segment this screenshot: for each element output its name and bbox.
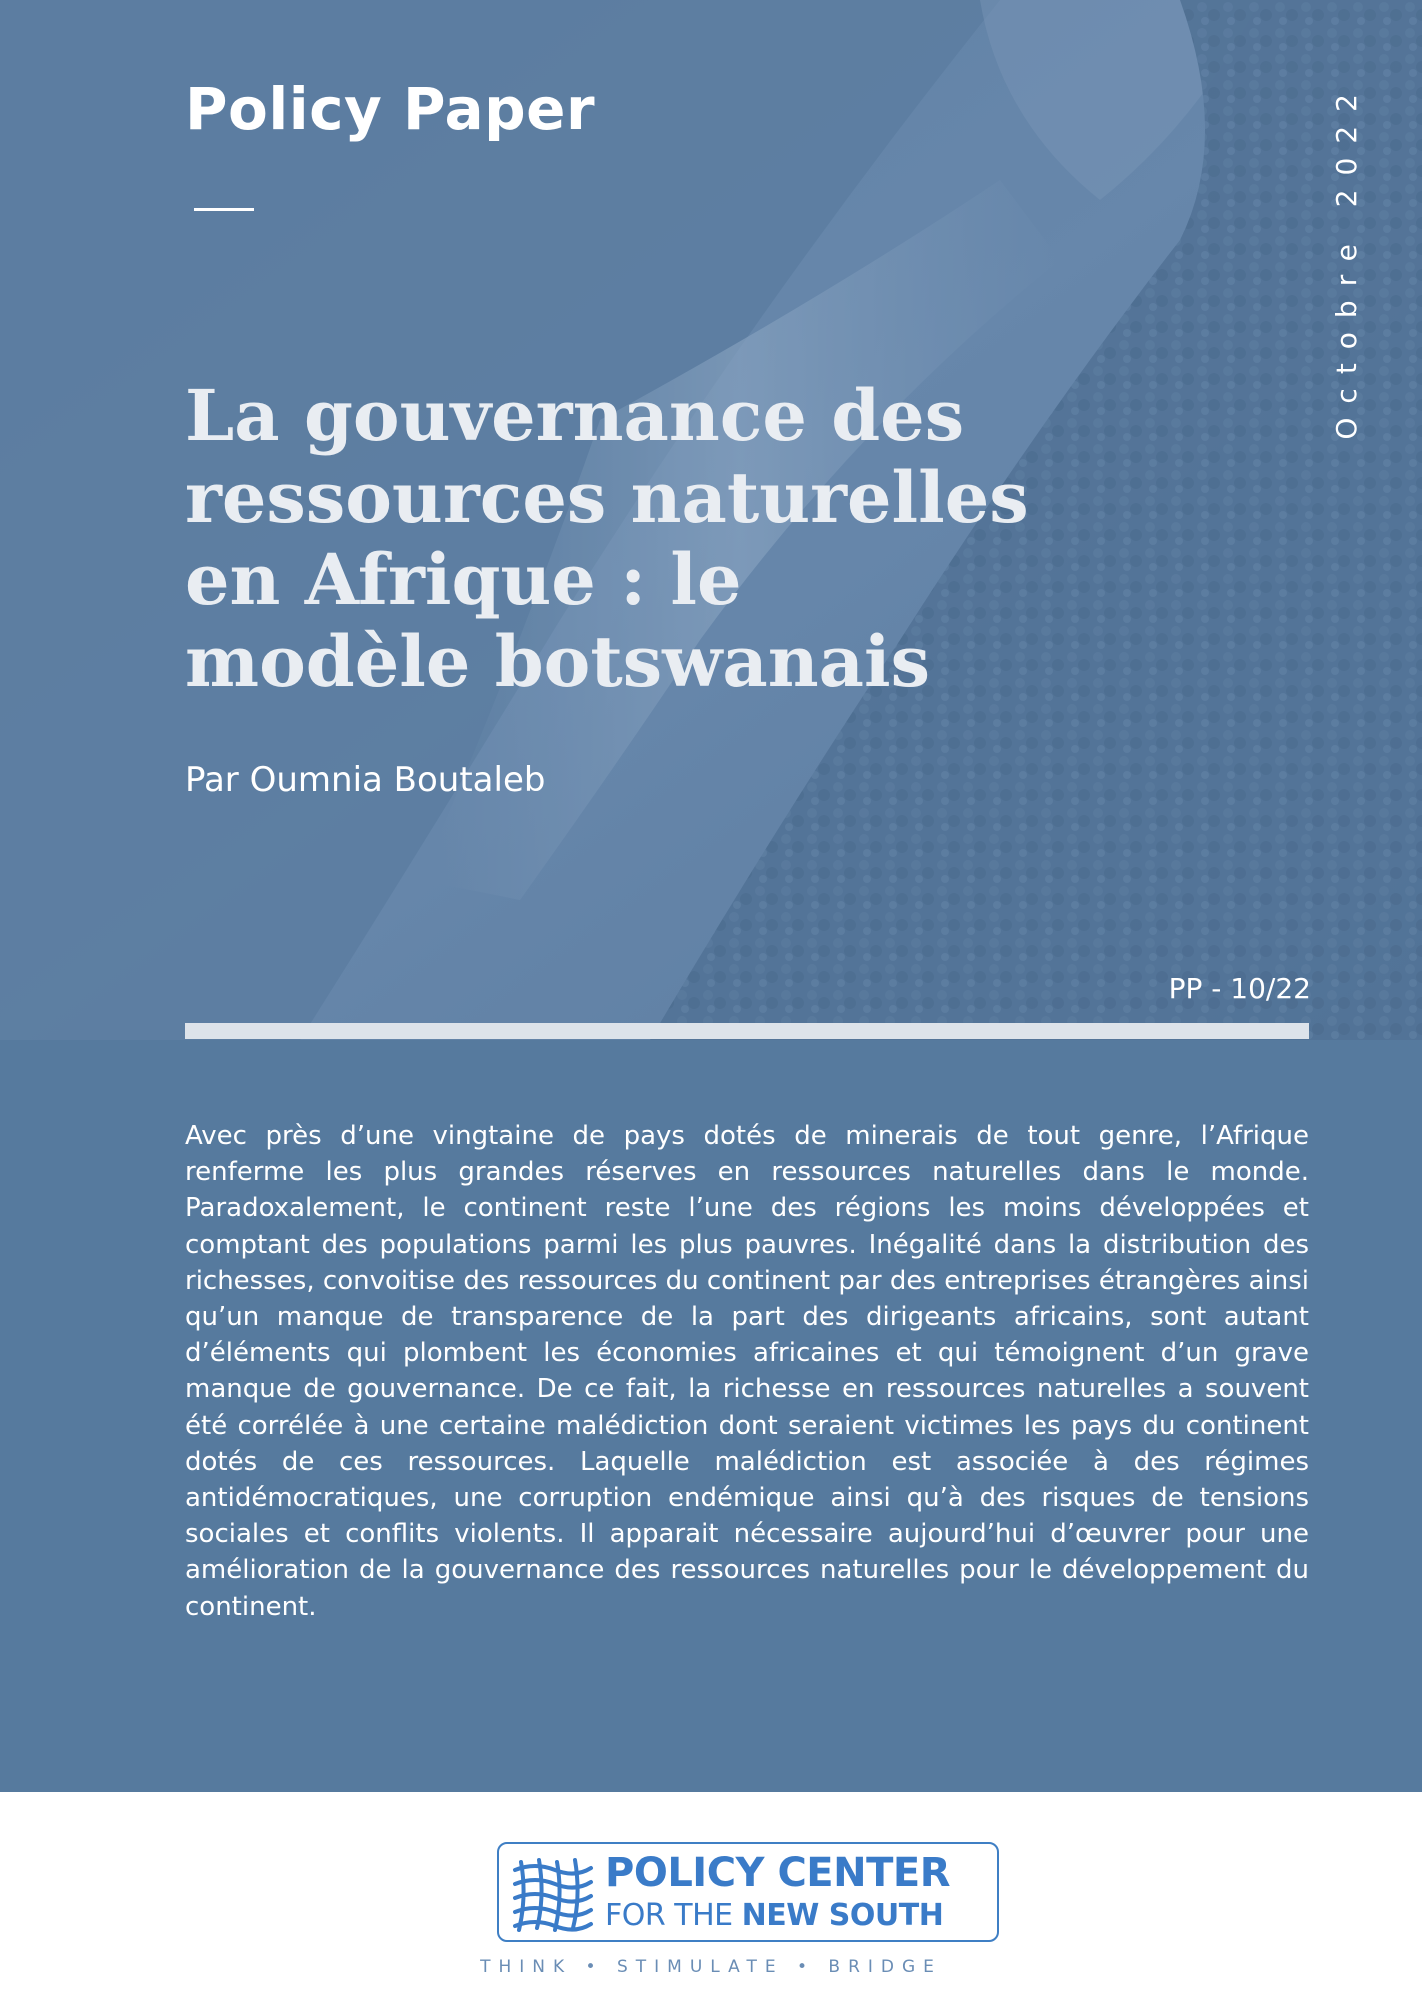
publication-date: Octobre 2022 — [1330, 80, 1363, 440]
logo-tagline: THINK • STIMULATE • BRIDGE — [480, 1957, 942, 1977]
document-type-label: Policy Paper — [185, 75, 596, 143]
section-divider — [185, 1023, 1309, 1039]
grid-wave-icon — [511, 1856, 595, 1932]
paper-reference-code: PP - 10/22 — [1168, 972, 1311, 1005]
logo-wordmark-line2 — [605, 1898, 943, 1933]
logo-line2-bold: NEW SOUTH — [741, 1898, 944, 1933]
title-divider — [194, 208, 254, 211]
abstract-panel — [0, 1040, 1422, 1792]
logo-line2-prefix: FOR THE — [605, 1898, 742, 1933]
footer — [0, 1792, 1422, 2014]
document-title: La gouvernance des ressources naturelles en Afrique : le modèle botswanais — [185, 374, 1029, 703]
policy-center-logo — [497, 1842, 999, 1942]
abstract-text: Avec près d’une vingtaine de pays dotés de minerais de tout genre, l’Afrique renferme les plus grandes réserves en ressources naturelles dans le monde. Paradoxalement, le continent reste l’une des régions les moins développées et comptant des populations parmi les plus pauvres. Inégalité dans la distribution des richesses, convoitise des ressources du continent par des entreprises étrangères ainsi qu’un manque de transparence de la part des dirigeants africains, sont autant d’éléments qui plombent les économies africaines et qui témoignent d’un grave manque de gouvernance. De ce fait, la richesse en ressources naturelles a souvent été corrélée à une certaine malédiction dont seraient victimes les pays du continent dotés de ces ressources. Laquelle malédiction est associée à des régimes antidémocratiques, une corruption endémique ainsi qu’à des risques de tensions sociales et conflits violents. Il apparait nécessaire aujourd’hui d’œuvrer pour une amélioration de la gouvernance des ressources naturelles pour le développement du continent. — [185, 1121, 1309, 1622]
author-byline: Par Oumnia Boutaleb — [185, 760, 546, 800]
logo-wordmark-line1: POLICY CENTER — [605, 1850, 951, 1896]
